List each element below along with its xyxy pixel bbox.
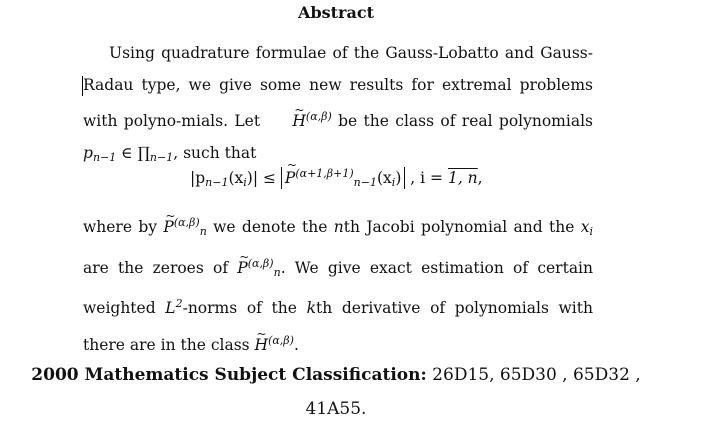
abstract-paragraph-1: Using quadrature formulae of the Gauss-Lobatto and Gauss-Radau type, we give some new results for extremal problems with polyno-mials. Let ~ $H^{(\alpha,\beta)}$ be the class of real polynomials $p_{n-1}$ ∈ $\prod_{n-1}$, such that: [83, 38, 593, 173]
msc-label: 2000 Mathematics Subject Classification:: [31, 365, 427, 385]
abstract-paragraph-2: where by ~ $P^{(\alpha,\beta)}_n$ we denote the nth Jacobi polynomial and the $x_i$ are the zeroes of ~ $P^{(\alpha,\beta)}_n$. We give exact estimation of certain weighted $L^2$-norms of the kth derivative of polynomials with there are in the class ~ $H^{(\alpha,\beta)}$.: [83, 207, 593, 361]
msc-classification: [0, 358, 672, 426]
msc-codes: 26D15, 65D30 , 65D32 , 41A55.: [305, 365, 641, 419]
abstract-title: Abstract: [298, 3, 374, 22]
display-inequality: $|p_{n-1}(x_i)|$ ≤ ~ $P^{(\alpha+1,\beta+1)}_{n-1}(x_i)$ , i = 1, n,: [190, 167, 490, 189]
